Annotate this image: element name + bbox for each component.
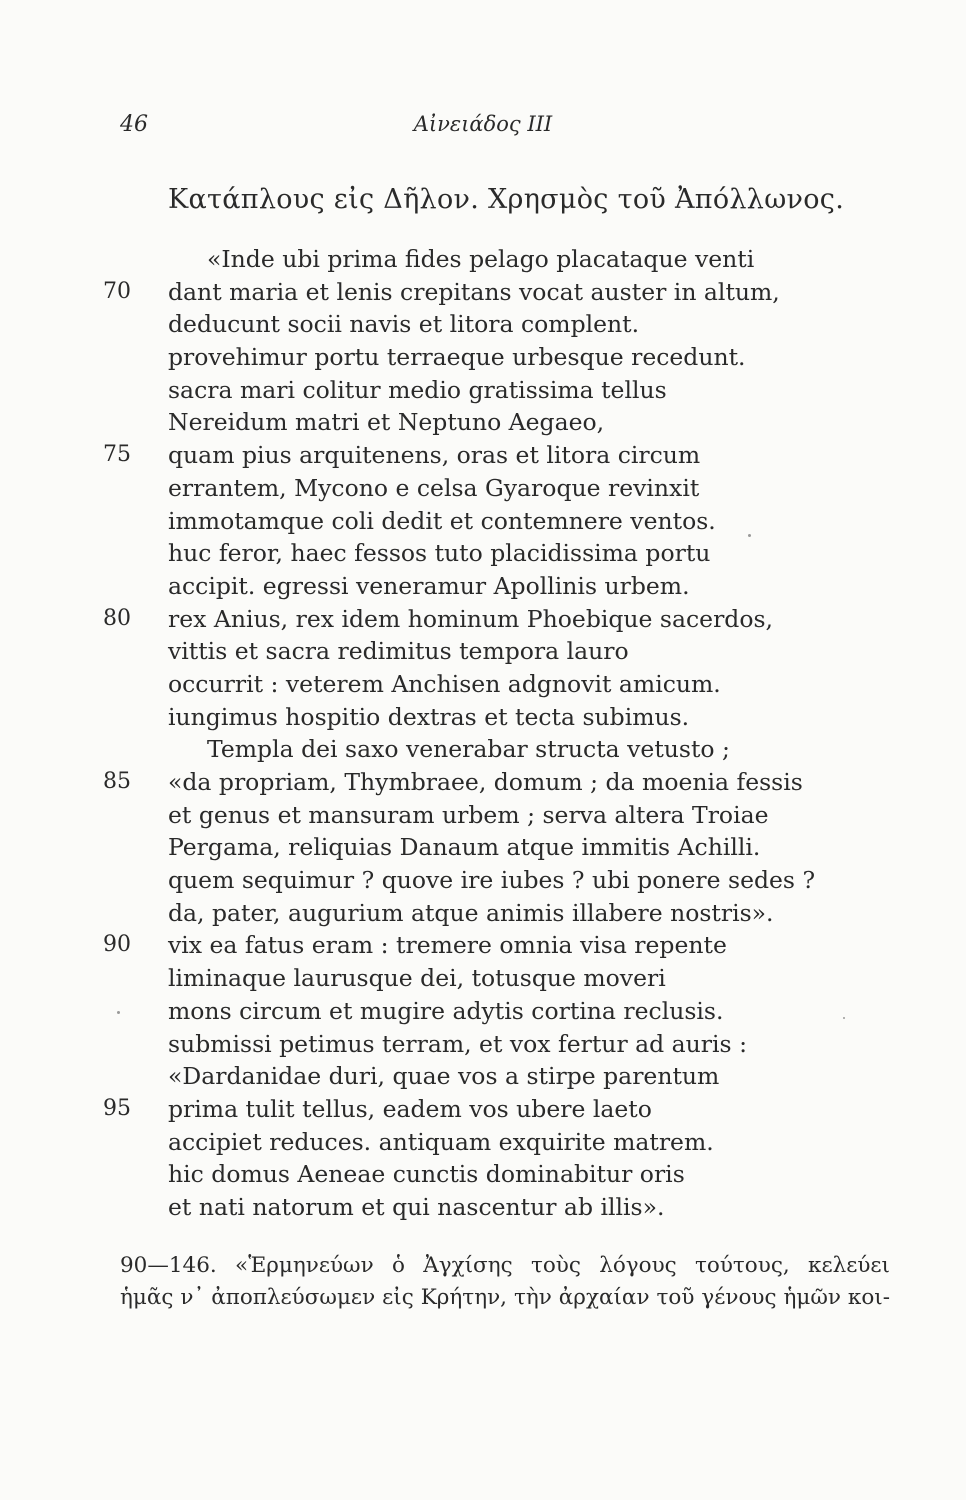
verse-line — [0, 570, 966, 603]
section-title: Κατάπλους εἰς Δῆλον. Χρησμὸς τοῦ Ἀπόλλωνος. — [168, 184, 845, 215]
line-number: 90 — [103, 932, 131, 958]
line-number: 75 — [103, 442, 131, 468]
line-number: 85 — [103, 769, 131, 794]
verse-line — [0, 308, 966, 341]
paper-speck — [117, 1011, 120, 1014]
verse-line — [0, 1126, 966, 1159]
verse-line — [0, 799, 966, 832]
running-head: Αἰνειάδος III — [413, 112, 553, 136]
verse-text: provehimur portu terraeque urbesque recedunt. — [168, 343, 746, 372]
verse-text: «Dardanidae duri, quae vos a stirpe parentum — [168, 1062, 720, 1091]
line-number: 95 — [103, 1095, 131, 1121]
line-number: 80 — [103, 605, 131, 631]
verse-line — [0, 733, 966, 766]
verse-text: «da propriam, Thymbraee, domum ; da moenia fessis — [168, 768, 803, 796]
verse-line — [0, 962, 966, 995]
verse-text: et genus et mansuram urbem ; serva altera Troiae — [168, 800, 769, 829]
verse-line — [0, 929, 966, 962]
line-number: 70 — [103, 278, 131, 304]
verse-text: prima tulit tellus, eadem vos ubere laeto — [168, 1094, 652, 1123]
verse-line — [0, 701, 966, 734]
verse-text: quem sequimur ? quove ire iubes ? ubi ponere sedes ? — [168, 866, 816, 895]
verse-text: mons circum et mugire adytis cortina reclusis. — [168, 996, 724, 1025]
verse-text: submissi petimus terram, et vox fertur ad auris : — [168, 1029, 748, 1058]
verse-text: iungimus hospitio dextras et tecta subimus. — [168, 702, 690, 731]
verse-line — [0, 439, 966, 472]
verse-line — [0, 897, 966, 930]
verse-text: liminaque laurusque dei, totusque moveri — [168, 964, 666, 993]
commentary-line: ἡμᾶς ν᾽ ἀποπλεύσωμεν εἰς Κρήτην, τὴν ἀρχαίαν τοῦ γένους ἡμῶν κοι- — [120, 1285, 890, 1310]
verse-text: errantem, Mycono e celsa Gyaroque revinxit — [168, 473, 700, 502]
page-number: 46 — [120, 112, 148, 137]
verse-text: Templa dei saxo venerabar structa vetusto ; — [207, 735, 730, 764]
poem-text — [0, 243, 966, 1224]
verse-line — [0, 341, 966, 374]
verse-line — [0, 1093, 966, 1126]
verse-line — [0, 603, 966, 636]
verse-text: deducunt socii navis et litora complent. — [168, 310, 640, 339]
paper-speck — [748, 534, 751, 537]
verse-text: immotamque coli dedit et contemnere ventos. — [168, 506, 716, 535]
verse-line — [0, 406, 966, 439]
verse-line — [0, 635, 966, 668]
verse-line — [0, 668, 966, 701]
verse-line — [0, 374, 966, 407]
verse-text: huc feror, haec fessos tuto placidissima portu — [168, 539, 711, 568]
verse-line — [0, 995, 966, 1028]
verse-text: Nereidum matri et Neptuno Aegaeo, — [168, 408, 605, 437]
verse-line — [0, 472, 966, 505]
verse-text: accipiet reduces. antiquam exquirite matrem. — [168, 1127, 714, 1156]
verse-text: Pergama, reliquias Danaum atque immitis Achilli. — [168, 833, 761, 862]
verse-text: rex Anius, rex idem hominum Phoebique sacerdos, — [168, 604, 774, 633]
verse-text: dant maria et lenis crepitans vocat auster in altum, — [168, 277, 780, 306]
verse-text: quam pius arquitenens, oras et litora circum — [168, 441, 701, 470]
verse-line — [0, 864, 966, 897]
verse-text: vix ea fatus eram : tremere omnia visa repente — [168, 931, 727, 960]
verse-text: «Inde ubi prima fides pelago placataque venti — [207, 245, 755, 273]
verse-line — [0, 1158, 966, 1191]
verse-line — [0, 1191, 966, 1224]
verse-text: da, pater, augurium atque animis illabere nostris». — [168, 898, 774, 927]
verse-line — [0, 1060, 966, 1093]
verse-text: hic domus Aeneae cunctis dominabitur oris — [168, 1160, 685, 1189]
verse-text: sacra mari colitur medio gratissima tellus — [168, 375, 667, 404]
verse-text: occurrit : veterem Anchisen adgnovit amicum. — [168, 669, 721, 698]
verse-line — [0, 831, 966, 864]
paper-speck — [843, 1017, 845, 1019]
verse-text: et nati natorum et qui nascentur ab illis». — [168, 1192, 665, 1221]
verse-line — [0, 276, 966, 309]
verse-line — [0, 243, 966, 276]
verse-text: vittis et sacra redimitus tempora lauro — [168, 637, 629, 666]
commentary — [120, 1250, 890, 1314]
verse-text: accipit. egressi veneramur Apollinis urbem. — [168, 571, 690, 600]
verse-line — [0, 766, 966, 799]
verse-line — [0, 537, 966, 570]
verse-line — [0, 1028, 966, 1061]
verse-line — [0, 505, 966, 538]
commentary-line: 90—146. «Ἑρμηνεύων ὁ Ἀγχίσης τοὺς λόγους τούτους, κελεύει — [120, 1253, 890, 1278]
